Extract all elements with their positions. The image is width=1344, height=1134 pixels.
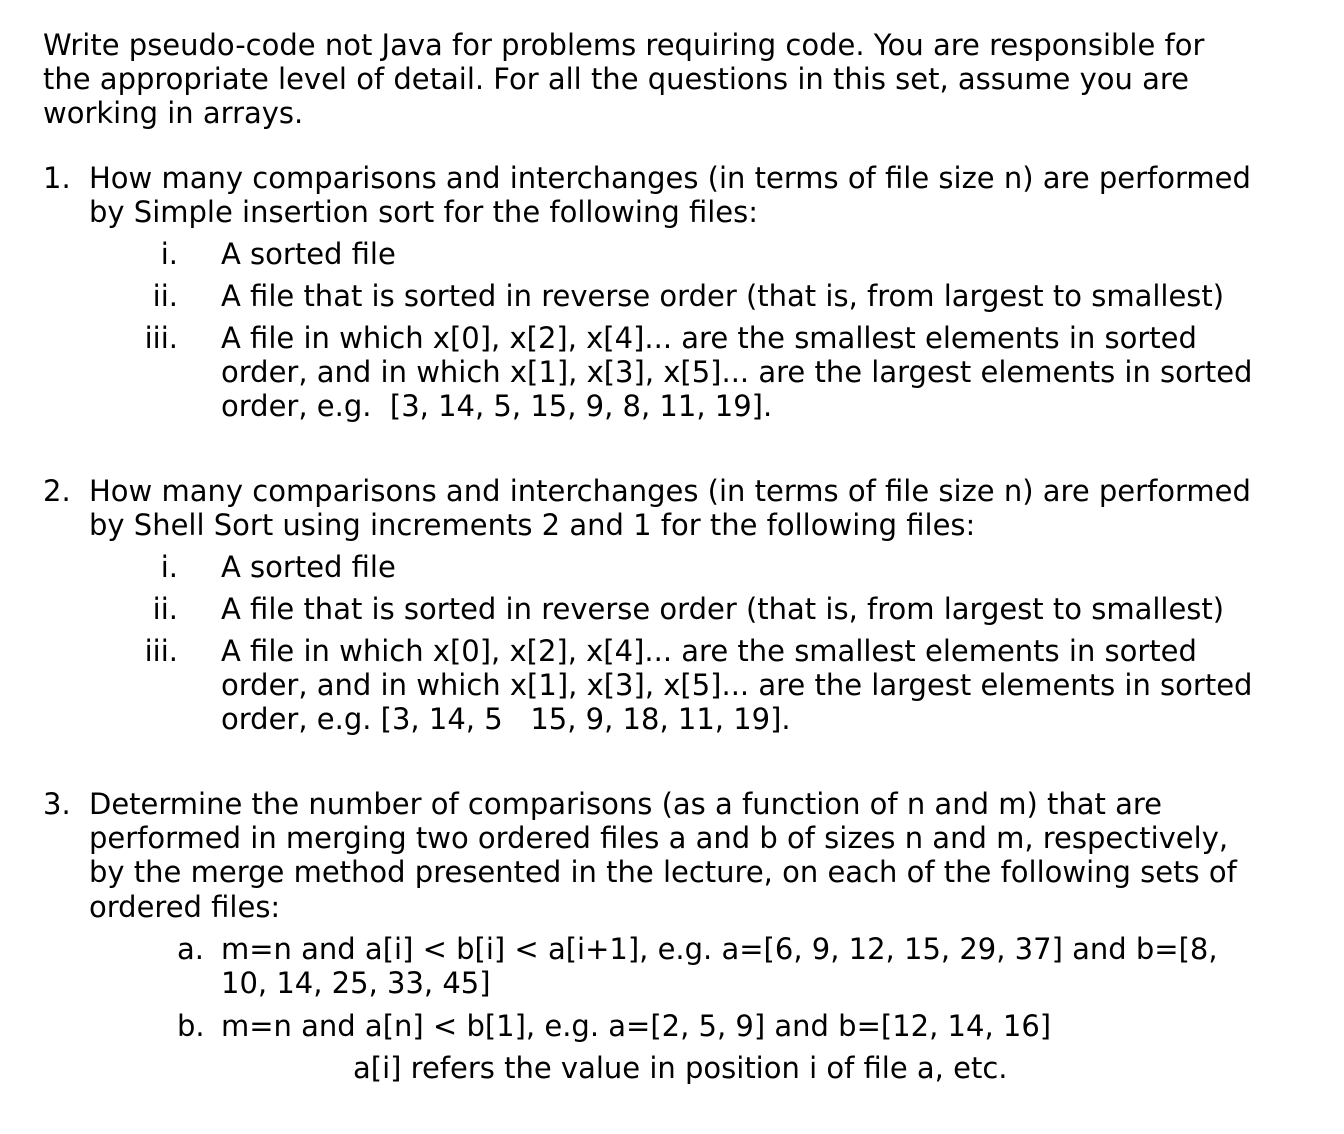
item-label: b. [177, 1009, 205, 1043]
question-number: 3. [43, 787, 71, 821]
item-text: A file in which x[0], x[2], x[4]... are the smallest elements in sorted [221, 321, 1197, 355]
item-text: order, e.g. [3, 14, 5 15, 9, 18, 11, 19]. [221, 702, 791, 736]
item-text: A file that is sorted in reverse order (that is, from largest to smallest) [221, 592, 1225, 626]
item-text: 10, 14, 25, 33, 45] [221, 966, 491, 1000]
footnote: a[i] refers the value in position i of file a, etc. [353, 1051, 1008, 1085]
intro-line: the appropriate level of detail. For all the questions in this set, assume you are [43, 62, 1189, 96]
question-stem: by the merge method presented in the lecture, on each of the following sets of [89, 855, 1237, 889]
question-stem: Determine the number of comparisons (as a function of n and m) that are [89, 787, 1162, 821]
item-label: i. [160, 237, 178, 271]
intro-line: working in arrays. [43, 96, 304, 130]
item-text: A file in which x[0], x[2], x[4]... are the smallest elements in sorted [221, 634, 1197, 668]
item-text: order, and in which x[1], x[3], x[5]... are the largest elements in sorted [221, 355, 1253, 389]
item-label: iii. [144, 321, 178, 355]
item-label: i. [160, 550, 178, 584]
question-stem: performed in merging two ordered files a and b of sizes n and m, respectively, [89, 821, 1229, 855]
question-stem: by Simple insertion sort for the following files: [89, 195, 759, 229]
item-text: m=n and a[n] < b[1], e.g. a=[2, 5, 9] and b=[12, 14, 16] [221, 1009, 1052, 1043]
intro-line: Write pseudo-code not Java for problems requiring code. You are responsible for [43, 28, 1205, 62]
question-stem: How many comparisons and interchanges (in terms of file size n) are performed [89, 474, 1251, 508]
item-text: A file that is sorted in reverse order (that is, from largest to smallest) [221, 279, 1225, 313]
question-number: 2. [43, 474, 71, 508]
item-text: order, e.g. [3, 14, 5, 15, 9, 8, 11, 19]. [221, 389, 773, 423]
question-stem: by Shell Sort using increments 2 and 1 for the following files: [89, 508, 976, 542]
item-text: order, and in which x[1], x[3], x[5]... are the largest elements in sorted [221, 668, 1253, 702]
question-stem: How many comparisons and interchanges (in terms of file size n) are performed [89, 161, 1251, 195]
question-number: 1. [43, 161, 71, 195]
item-label: a. [177, 932, 204, 966]
question-stem: ordered files: [89, 890, 281, 924]
item-text: A sorted file [221, 550, 396, 584]
item-text: m=n and a[i] < b[i] < a[i+1], e.g. a=[6, 9, 12, 15, 29, 37] and b=[8, [221, 932, 1218, 966]
item-label: ii. [152, 592, 178, 626]
item-label: ii. [152, 279, 178, 313]
item-text: A sorted file [221, 237, 396, 271]
item-label: iii. [144, 634, 178, 668]
